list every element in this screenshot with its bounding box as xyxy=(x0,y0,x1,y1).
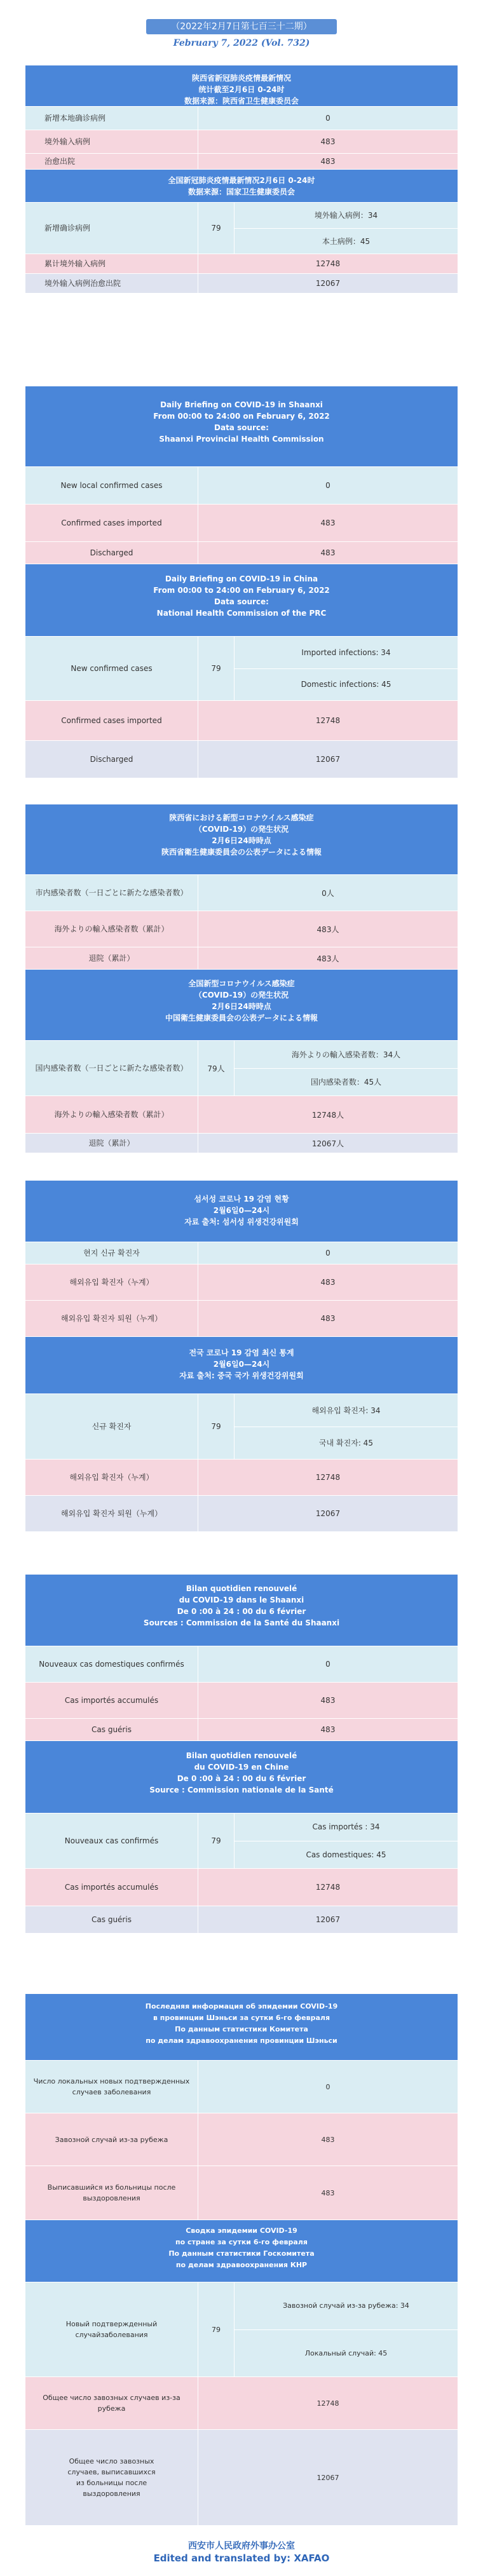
national-header xyxy=(25,1740,458,1813)
group-french xyxy=(25,1575,458,1933)
table-row xyxy=(25,1718,458,1740)
footer xyxy=(0,2540,483,2565)
national-title-line: From 00:00 to 24:00 on February 6, 2022 xyxy=(153,586,330,595)
row-label: 해외유입 확진자（누계） xyxy=(25,1460,198,1495)
row-value: 12748人 xyxy=(311,1110,344,1120)
row-value: 12748 xyxy=(315,1473,341,1482)
table-row xyxy=(25,1300,458,1336)
imported-cases: 해외유입 확진자: 34 xyxy=(311,1406,381,1415)
province-title-line: （COVID-19）の発生状況 xyxy=(194,825,289,834)
table-row xyxy=(25,1459,458,1495)
table-row xyxy=(25,2376,458,2429)
editor-credit: Edited and translated by: XAFAO xyxy=(153,2552,330,2564)
row-label: 境外输入病例 xyxy=(25,130,198,153)
national-title-line: Source : Commission nationale de la Santé xyxy=(149,1786,334,1794)
row-value: 483 xyxy=(320,1314,336,1323)
national-title-line: по стране за сутки 6-го февраля xyxy=(175,2238,308,2246)
row-label: Завозной случай из-за рубежа xyxy=(25,2113,198,2166)
domestic-cases: 本土病例：45 xyxy=(235,228,458,254)
table-row xyxy=(25,1813,458,1868)
group-russian xyxy=(25,1994,458,2525)
row-value: 12067 xyxy=(315,1509,341,1518)
province-header xyxy=(25,386,458,466)
national-title-line: 中国衛生健康委員会の公表データによる情報 xyxy=(165,1013,318,1022)
group-japanese xyxy=(25,804,458,1153)
table-row xyxy=(25,2166,458,2220)
province-title-line: 陕西省新冠肺炎疫情最新情况 xyxy=(191,74,291,83)
new-cases-breakdown xyxy=(235,1813,458,1868)
row-label: 신규 확진자 xyxy=(25,1394,198,1459)
imported-cases: 海外よりの輸入感染者数：34人 xyxy=(291,1050,401,1059)
row-label: 新增确诊病例 xyxy=(25,203,198,254)
row-label: 海外よりの輸入感染者数（累計） xyxy=(25,1096,198,1133)
table-row xyxy=(25,874,458,911)
table-row xyxy=(25,254,458,273)
national-title-line: National Health Commission of the PRC xyxy=(156,609,327,618)
new-cases-breakdown xyxy=(235,1041,458,1095)
row-value: 483 xyxy=(320,519,336,527)
domestic-cases: 국내 확진자: 45 xyxy=(235,1427,458,1460)
new-cases-total: 79 xyxy=(198,1813,235,1868)
table-row xyxy=(25,740,458,778)
province-title-line: Последняя информация об эпидемии COVID-19 xyxy=(145,2002,338,2010)
row-value: 12748 xyxy=(315,716,341,725)
row-value: 483 xyxy=(320,157,336,166)
table-row xyxy=(25,1040,458,1095)
row-label: 해외유입 확진자 퇴원（누계） xyxy=(25,1496,198,1531)
province-title-line: в провинции Шэньси за сутки 6-го февраля xyxy=(153,2014,330,2022)
province-title-line: 자료 출처: 섬서성 위생건강위원회 xyxy=(184,1217,299,1226)
table-row xyxy=(25,202,458,254)
new-cases-total: 79 xyxy=(198,1394,235,1459)
table-row xyxy=(25,1095,458,1133)
table-row xyxy=(25,130,458,153)
national-title-line: по делам здравоохранения КНР xyxy=(175,2261,308,2269)
new-cases-breakdown xyxy=(235,1394,458,1459)
table-row xyxy=(25,636,458,700)
table-row xyxy=(25,911,458,947)
domestic-cases: Domestic infections: 45 xyxy=(235,668,458,701)
row-label: Общее число завозных случаев, выписавшихся из больницы после выздоровления xyxy=(25,2430,198,2525)
issue-number-en: February 7, 2022 (Vol. 732) xyxy=(173,38,310,48)
national-title-line: Daily Briefing on COVID-19 in China xyxy=(165,574,318,583)
row-label: 退院（累計） xyxy=(25,1134,198,1153)
row-value: 0 xyxy=(325,114,330,123)
row-label: Cas importés accumulés xyxy=(25,1683,198,1718)
row-value: 12067人 xyxy=(311,1139,344,1148)
national-title-line: Bilan quotidien renouvelé xyxy=(186,1751,297,1760)
row-label: 해외유입 확진자（누계） xyxy=(25,1264,198,1300)
table-row xyxy=(25,1393,458,1459)
table-row xyxy=(25,1868,458,1906)
national-header xyxy=(25,969,458,1040)
domestic-cases: Локальный случай: 45 xyxy=(235,2329,458,2377)
national-title-line: （COVID-19）の発生状況 xyxy=(194,991,289,1000)
national-header xyxy=(25,169,458,202)
new-cases-breakdown xyxy=(235,203,458,254)
province-title-line: From 00:00 to 24:00 on February 6, 2022 xyxy=(153,412,330,421)
row-label: 市内感染者数（一日ごとに新たな感染者数） xyxy=(25,875,198,911)
table-row xyxy=(25,2429,458,2525)
national-title-line: 2月6日24時時点 xyxy=(212,1002,271,1011)
row-value: 483 xyxy=(320,137,336,146)
office-name: 西安市人民政府外事办公室 xyxy=(188,2541,295,2551)
table-row xyxy=(25,700,458,740)
province-title-line: 陝西省における新型コロナウイルス感染症 xyxy=(169,813,314,822)
row-value: 483 xyxy=(320,548,336,557)
group-korean xyxy=(25,1181,458,1531)
province-header xyxy=(25,1575,458,1646)
national-title-line: Сводка эпидемии COVID-19 xyxy=(186,2227,297,2235)
row-value: 483 xyxy=(321,2188,335,2197)
province-title-line: Daily Briefing on COVID-19 in Shaanxi xyxy=(160,400,323,409)
table-row xyxy=(25,1133,458,1153)
province-title-line: 2月6日24時時点 xyxy=(212,836,271,845)
new-cases-breakdown xyxy=(235,637,458,700)
new-cases-total: 79 xyxy=(198,203,235,254)
row-value: 12067 xyxy=(315,279,341,288)
table-row xyxy=(25,2282,458,2376)
province-title-line: Sources : Commission de la Santé du Shaanxi xyxy=(143,1618,340,1627)
province-header xyxy=(25,1181,458,1242)
table-row xyxy=(25,466,458,504)
issue-number-cn: （2022年2月7日第七百三十二期） xyxy=(146,19,337,34)
row-label: Cas guéris xyxy=(25,1906,198,1933)
row-label: Discharged xyxy=(25,542,198,564)
row-label: 해외유입 확진자 퇴원（누계） xyxy=(25,1301,198,1336)
row-label: Nouveaux cas confirmés xyxy=(25,1813,198,1868)
row-label: 治愈出院 xyxy=(25,154,198,169)
province-header xyxy=(25,65,458,106)
row-label: Discharged xyxy=(25,741,198,778)
table-row xyxy=(25,106,458,130)
national-title-line: 자료 출처: 중국 국가 위생건강위원회 xyxy=(179,1371,304,1380)
imported-cases: 境外输入病例：34 xyxy=(314,211,378,220)
row-value: 0人 xyxy=(322,888,334,898)
row-label: New local confirmed cases xyxy=(25,467,198,504)
group-english xyxy=(25,386,458,778)
table-row xyxy=(25,1242,458,1264)
national-title-line: 2월6일0—24시 xyxy=(213,1360,270,1369)
row-value: 483 xyxy=(320,1725,336,1734)
province-title-line: 陝西省衛生健康委員会の公表データによる情報 xyxy=(161,848,322,857)
row-label: 현지 신규 확진자 xyxy=(25,1242,198,1264)
province-title-line: 数据来源：陕西省卫生健康委员会 xyxy=(184,97,299,105)
row-label: 累计境外输入病例 xyxy=(25,254,198,273)
row-label: Cas guéris xyxy=(25,1719,198,1740)
province-title-line: 섬서성 코로나 19 감염 현황 xyxy=(194,1195,289,1203)
province-header xyxy=(25,1994,458,2060)
row-value: 483 xyxy=(320,1278,336,1287)
row-value: 12748 xyxy=(316,2399,339,2408)
national-title-line: Data source: xyxy=(214,597,269,606)
province-title-line: Bilan quotidien renouvelé xyxy=(186,1584,297,1593)
new-cases-total: 79人 xyxy=(198,1041,235,1095)
province-title-line: По данным статистики Комитета xyxy=(175,2025,308,2033)
row-value: 0 xyxy=(325,2082,330,2091)
table-row xyxy=(25,1264,458,1300)
row-value: 483人 xyxy=(316,925,339,934)
row-value: 0 xyxy=(325,1660,330,1669)
national-title-line: du COVID-19 en Chine xyxy=(194,1763,289,1772)
table-row xyxy=(25,947,458,969)
new-cases-total: 79 xyxy=(198,637,235,700)
province-title-line: по делам здравоохранения провинции Шэньси xyxy=(146,2037,337,2045)
national-title-line: 全国新型コロナウイルス感染症 xyxy=(188,979,295,988)
province-title-line: De 0 :00 à 24 : 00 du 6 février xyxy=(177,1607,306,1616)
table-row xyxy=(25,273,458,293)
imported-cases: Завозной случай из-за рубежа: 34 xyxy=(283,2301,409,2310)
row-label: Новый подтвержденный случайзаболевания xyxy=(25,2282,198,2376)
province-title-line: Data source: xyxy=(214,423,269,432)
row-label: Nouveaux cas domestiques confirmés xyxy=(25,1646,198,1682)
row-label: Число локальных новых подтвержденных случаев заболевания xyxy=(25,2061,198,2113)
row-value: 0 xyxy=(325,481,330,490)
group-chinese xyxy=(25,65,458,293)
row-value: 483 xyxy=(321,2135,335,2144)
row-value: 483 xyxy=(320,1696,336,1705)
row-value: 12067 xyxy=(316,2473,339,2482)
national-title-line: 数据来源：国家卫生健康委员会 xyxy=(187,187,295,196)
table-row xyxy=(25,2060,458,2113)
domestic-cases: 国内感染者数：45人 xyxy=(235,1068,458,1096)
province-title-line: Shaanxi Provincial Health Commission xyxy=(159,435,324,444)
row-label: Confirmed cases imported xyxy=(25,701,198,740)
province-title-line: du COVID-19 dans le Shaanxi xyxy=(179,1596,304,1604)
row-label: Confirmed cases imported xyxy=(25,505,198,541)
imported-cases: Cas importés : 34 xyxy=(312,1822,380,1832)
row-label: 海外よりの輸入感染者数（累計） xyxy=(25,911,198,947)
row-label: 境外输入病例治愈出院 xyxy=(25,274,198,293)
table-row xyxy=(25,153,458,169)
national-header xyxy=(25,2220,458,2282)
row-label: New confirmed cases xyxy=(25,637,198,700)
table-row xyxy=(25,2113,458,2166)
row-label: Cas importés accumulés xyxy=(25,1869,198,1906)
province-title-line: 统计截至2月6日 0-24时 xyxy=(198,85,285,94)
province-title-line: 2월6일0—24시 xyxy=(213,1206,270,1215)
national-title-line: 전국 코로나 19 감염 최신 통계 xyxy=(189,1348,294,1357)
row-value: 12748 xyxy=(315,259,341,268)
table-row xyxy=(25,541,458,564)
imported-cases: Imported infections: 34 xyxy=(301,647,391,657)
row-label: Выписавшийся из больницы после выздоровления xyxy=(25,2166,198,2220)
new-cases-breakdown xyxy=(235,2282,458,2376)
table-row xyxy=(25,1646,458,1682)
national-title-line: 全国新冠肺炎疫情最新情况2月6日 0-24时 xyxy=(168,176,315,185)
row-value: 12067 xyxy=(315,1915,341,1924)
province-header xyxy=(25,804,458,874)
national-title-line: По данным статистики Госкомитета xyxy=(168,2249,315,2258)
table-row xyxy=(25,1495,458,1531)
table-row xyxy=(25,1906,458,1933)
national-header xyxy=(25,564,458,636)
row-value: 12067 xyxy=(315,755,341,764)
table-row xyxy=(25,504,458,541)
national-header xyxy=(25,1336,458,1393)
table-row xyxy=(25,1682,458,1718)
new-cases-total: 79 xyxy=(198,2282,235,2376)
row-label: 国内感染者数（一日ごとに新たな感染者数） xyxy=(25,1041,198,1095)
row-value: 483人 xyxy=(316,954,339,963)
issue-header xyxy=(0,0,483,57)
row-value: 12748 xyxy=(315,1883,341,1892)
row-label: Общее число завозных случаев из-за рубежа xyxy=(25,2377,198,2429)
row-label: 新增本地确诊病例 xyxy=(25,107,198,130)
row-value: 0 xyxy=(325,1249,330,1257)
domestic-cases: Cas domestiques: 45 xyxy=(235,1841,458,1869)
row-label: 退院（累計） xyxy=(25,947,198,969)
national-title-line: De 0 :00 à 24 : 00 du 6 février xyxy=(177,1774,306,1783)
